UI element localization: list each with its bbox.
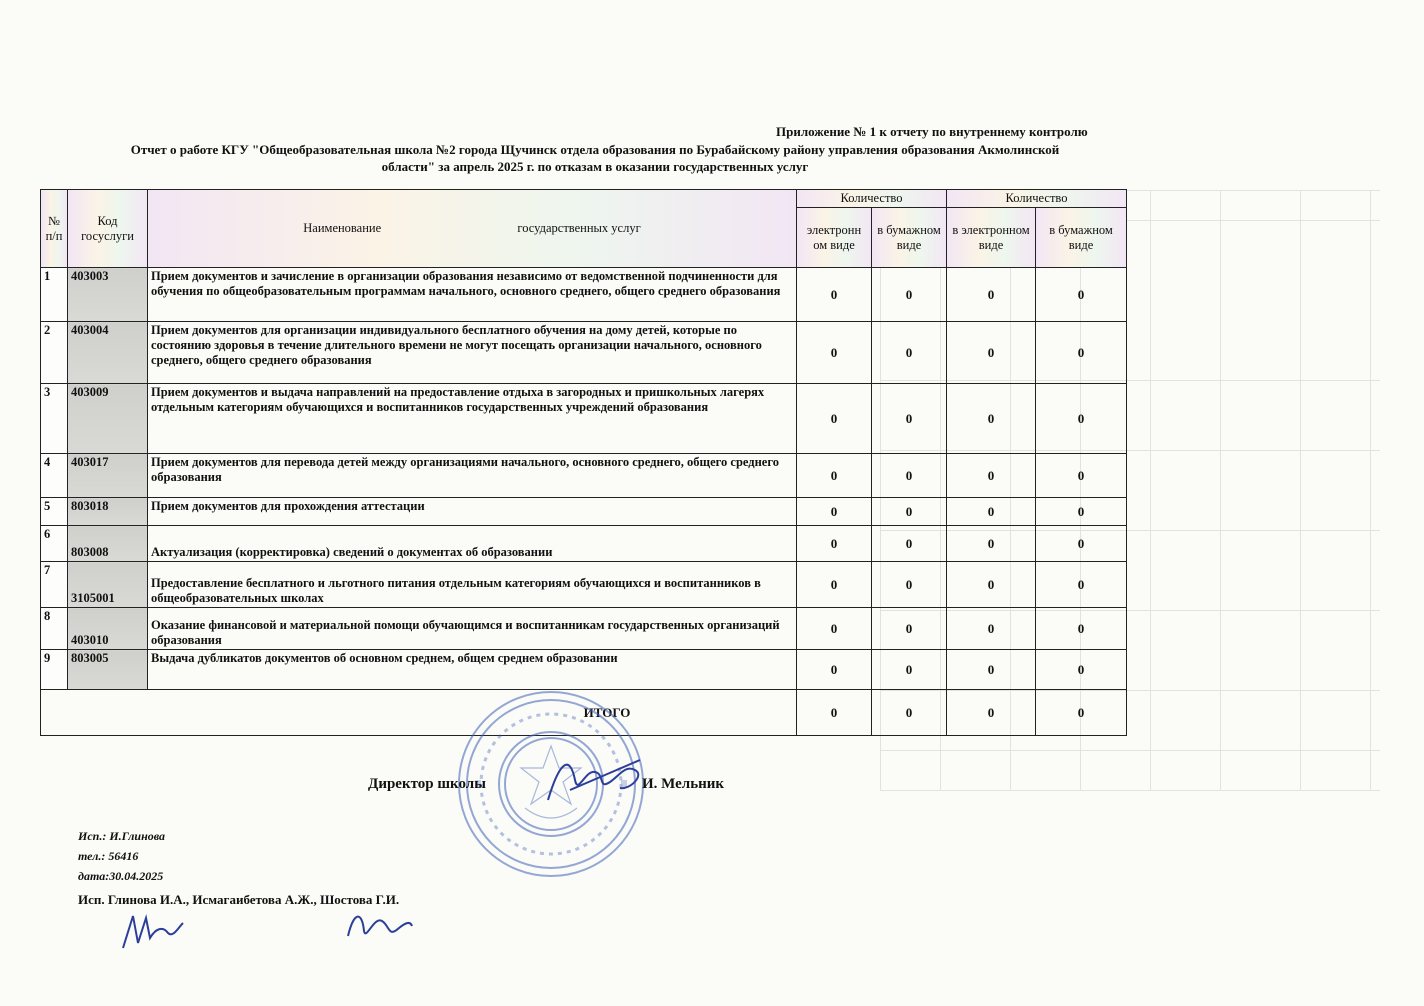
executor-signature-icon xyxy=(118,908,188,953)
header-paper-1: в бумажном виде xyxy=(872,208,947,268)
total-value: 0 xyxy=(947,690,1036,736)
row-code: 803005 xyxy=(68,650,148,690)
row-name: Выдача дубликатов документов об основном среднем, общем среднем образовании xyxy=(148,650,797,690)
row-code: 403010 xyxy=(68,608,148,650)
row-num: 8 xyxy=(41,608,68,650)
table-row xyxy=(41,526,1127,562)
row-value: 0 xyxy=(947,526,1036,562)
row-value: 0 xyxy=(947,608,1036,650)
row-code: 403003 xyxy=(68,268,148,322)
row-value: 0 xyxy=(947,650,1036,690)
row-value: 0 xyxy=(797,650,872,690)
row-num: 4 xyxy=(41,454,68,498)
row-code: 403009 xyxy=(68,384,148,454)
table-row xyxy=(41,498,1127,526)
header-code: Код госуслуги xyxy=(68,190,148,268)
table-row xyxy=(41,268,1127,322)
header-name-b: государственных услуг xyxy=(517,221,641,235)
row-num: 1 xyxy=(41,268,68,322)
header-name xyxy=(148,190,797,268)
executor-phone: тел.: 56416 xyxy=(78,849,139,863)
row-num: 7 xyxy=(41,562,68,608)
header-electronic-2: в электронном виде xyxy=(947,208,1036,268)
row-value: 0 xyxy=(947,454,1036,498)
row-name: Предоставление бесплатного и льготного питания отдельным категориям обучающихся и воспитанников в общеобразовательных школах xyxy=(148,562,797,608)
row-value: 0 xyxy=(947,322,1036,384)
executors-team: Исп. Глинова И.А., Исмагаибетова А.Ж., Шостова Г.И. xyxy=(78,892,400,907)
director-signature-icon xyxy=(540,750,650,810)
header-group-quantity-1: Количество xyxy=(797,190,947,208)
row-code: 403017 xyxy=(68,454,148,498)
row-value: 0 xyxy=(872,526,947,562)
row-value: 0 xyxy=(797,454,872,498)
row-value: 0 xyxy=(947,268,1036,322)
header-paper-2: в бумажном виде xyxy=(1036,208,1127,268)
row-value: 0 xyxy=(797,498,872,526)
row-value: 0 xyxy=(1036,454,1127,498)
row-value: 0 xyxy=(872,268,947,322)
row-name: Оказание финансовой и материальной помощи обучающимся и воспитанникам государственных организаций образования xyxy=(148,608,797,650)
row-code: 803018 xyxy=(68,498,148,526)
appendix-label: Приложение № 1 к отчету по внутреннему контролю xyxy=(776,124,1088,139)
row-code: 403004 xyxy=(68,322,148,384)
row-value: 0 xyxy=(1036,384,1127,454)
total-value: 0 xyxy=(872,690,947,736)
row-value: 0 xyxy=(797,608,872,650)
row-value: 0 xyxy=(1036,322,1127,384)
row-value: 0 xyxy=(947,562,1036,608)
row-value: 0 xyxy=(797,562,872,608)
table-row xyxy=(41,608,1127,650)
row-value: 0 xyxy=(1036,650,1127,690)
row-value: 0 xyxy=(1036,562,1127,608)
row-name: Прием документов для организации индивидуального бесплатного обучения на дому детей, которые по состоянию здоровья в течение длительного времени не могут посещать организации начального, основного среднего, общего среднего образования xyxy=(148,322,797,384)
row-num: 2 xyxy=(41,322,68,384)
director-label: Директор школы xyxy=(368,776,486,792)
total-value: 0 xyxy=(1036,690,1127,736)
total-label: ИТОГО xyxy=(41,690,797,736)
header-name-a: Наименование xyxy=(303,221,382,235)
table-row xyxy=(41,650,1127,690)
row-value: 0 xyxy=(872,498,947,526)
total-value: 0 xyxy=(797,690,872,736)
table-row xyxy=(41,322,1127,384)
row-num: 3 xyxy=(41,384,68,454)
table-row xyxy=(41,384,1127,454)
executor-date: дата:30.04.2025 xyxy=(78,869,164,883)
row-value: 0 xyxy=(872,384,947,454)
row-name: Прием документов для перевода детей между организациями начального, основного среднего, общего среднего образования xyxy=(148,454,797,498)
table-row xyxy=(41,454,1127,498)
row-code: 803008 xyxy=(68,526,148,562)
row-num: 9 xyxy=(41,650,68,690)
row-value: 0 xyxy=(1036,268,1127,322)
report-title xyxy=(60,141,1130,175)
row-value: 0 xyxy=(872,322,947,384)
row-value: 0 xyxy=(947,384,1036,454)
row-num: 5 xyxy=(41,498,68,526)
row-value: 0 xyxy=(797,384,872,454)
row-num: 6 xyxy=(41,526,68,562)
report-title-line1: Отчет о работе КГУ "Общеобразовательная школа №2 города Щучинск отдела образования по Бурабайскому району управления образования Акмолинской xyxy=(130,142,1060,157)
row-value: 0 xyxy=(1036,526,1127,562)
row-value: 0 xyxy=(872,454,947,498)
executor-info xyxy=(78,826,165,886)
row-value: 0 xyxy=(872,562,947,608)
executor-signature-icon-2 xyxy=(344,906,414,946)
row-name: Актуализация (корректировка) сведений о документах об образовании xyxy=(148,526,797,562)
row-value: 0 xyxy=(1036,498,1127,526)
director-name: И. Мельник xyxy=(642,776,725,792)
header-group-quantity-2: Количество xyxy=(947,190,1127,208)
report-title-line2: области" за апрель 2025 г. по отказам в оказании государственных услуг xyxy=(381,159,809,174)
row-code: 3105001 xyxy=(68,562,148,608)
row-value: 0 xyxy=(872,608,947,650)
row-name: Прием документов и выдача направлений на предоставление отдыха в загородных и пришкольных лагерях отдельным категориям обучающихся и воспитанников государственных учреждений образования xyxy=(148,384,797,454)
row-value: 0 xyxy=(872,650,947,690)
row-value: 0 xyxy=(1036,608,1127,650)
table-row xyxy=(41,562,1127,608)
row-value: 0 xyxy=(947,498,1036,526)
header-num: № п/п xyxy=(41,190,68,268)
services-table xyxy=(40,189,1127,736)
row-value: 0 xyxy=(797,322,872,384)
row-name: Прием документов для прохождения аттестации xyxy=(148,498,797,526)
executor-name: Исп.: И.Глинова xyxy=(78,829,166,843)
row-name: Прием документов и зачисление в организации образования независимо от ведомственной подчиненности для обучения по общеобразовательным программам начального, основного среднего, общего среднего образования xyxy=(148,268,797,322)
row-value: 0 xyxy=(797,268,872,322)
row-value: 0 xyxy=(797,526,872,562)
header-electronic-1: электронн ом виде xyxy=(797,208,872,268)
